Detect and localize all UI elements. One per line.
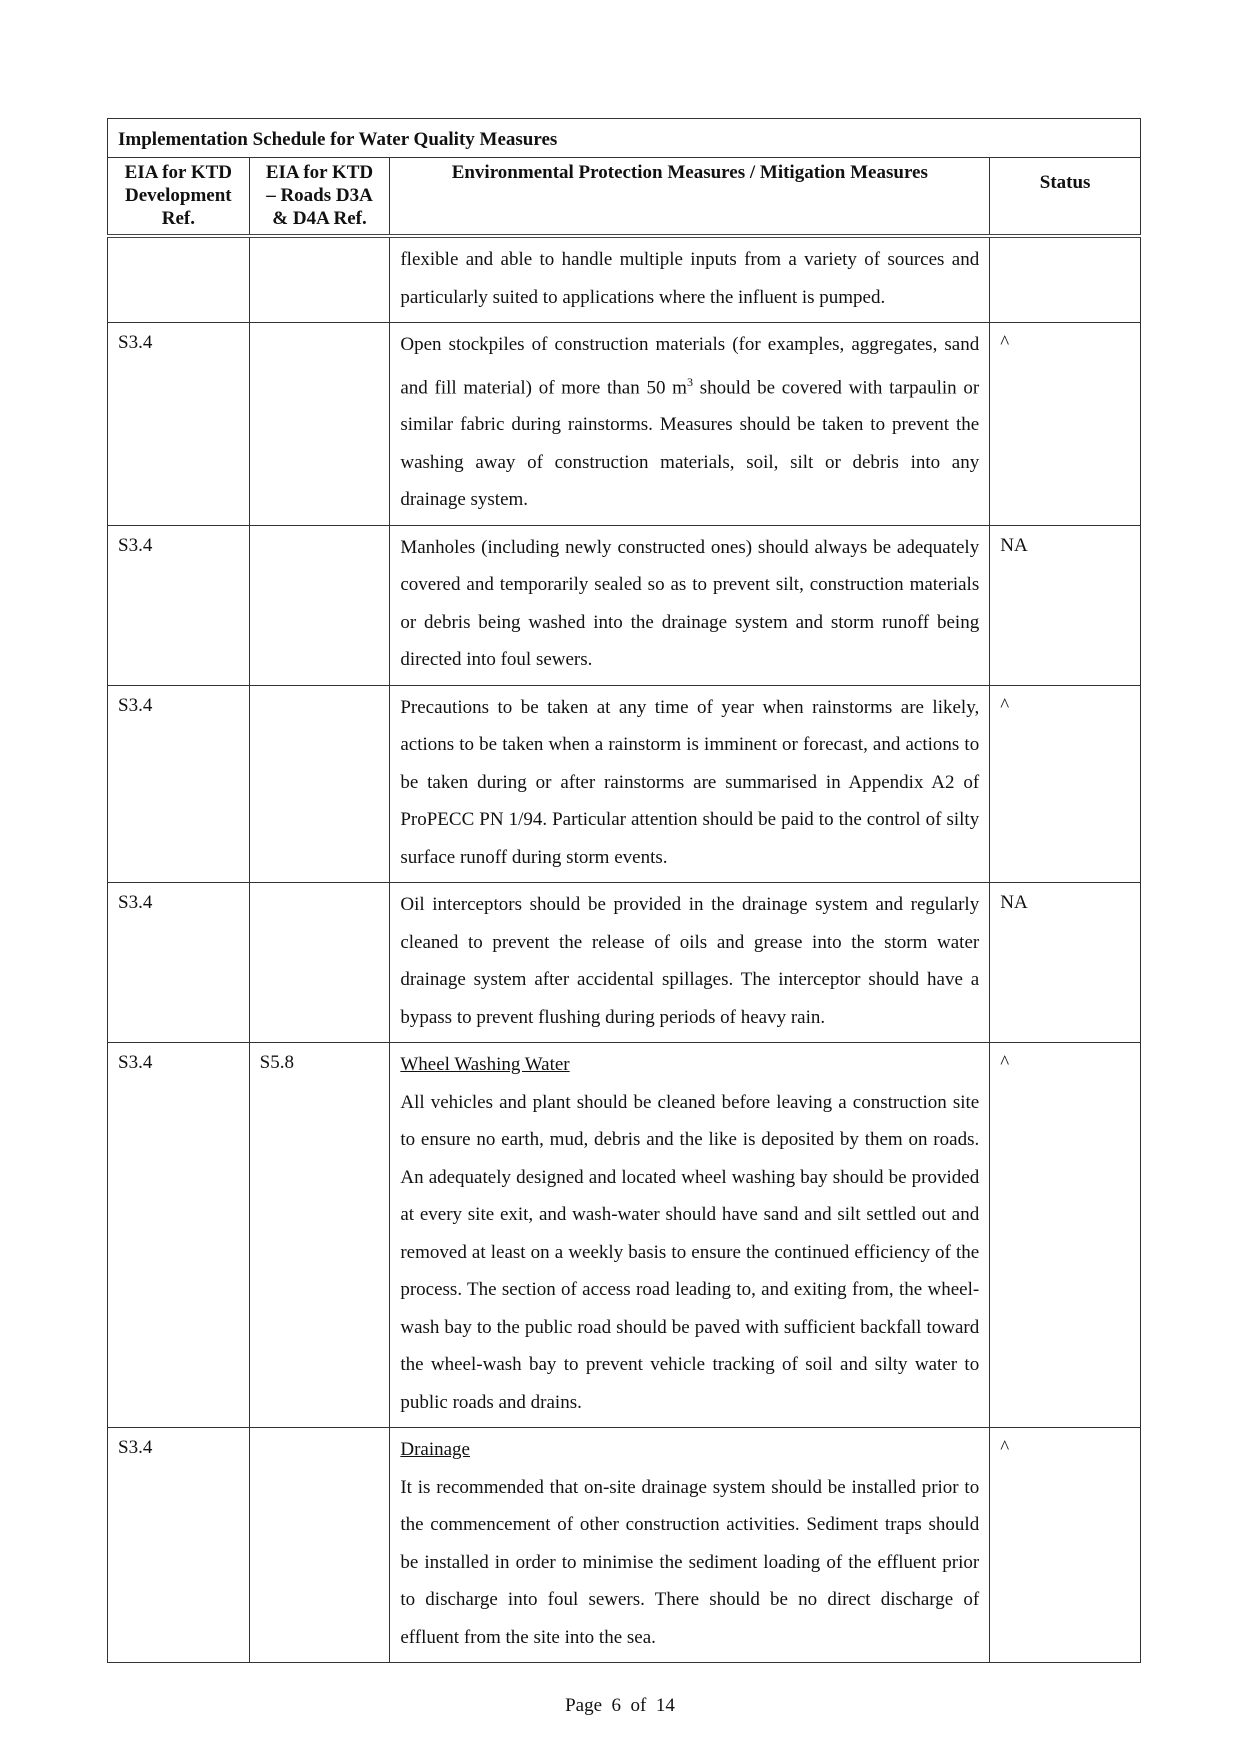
measure-heading: Wheel Washing Water xyxy=(400,1054,570,1076)
ref-ktd-development: S3.4 xyxy=(108,525,250,685)
table-row xyxy=(108,1428,1141,1663)
status-cell: ^ xyxy=(990,323,1141,526)
ref-ktd-development: S3.4 xyxy=(108,1428,250,1663)
measure-text xyxy=(390,323,990,526)
ref-ktd-roads xyxy=(249,883,390,1043)
measure-text xyxy=(390,685,990,883)
document-page xyxy=(107,118,1141,1663)
header-line: & D4A Ref. xyxy=(272,208,367,229)
table-title: Implementation Schedule for Water Quality Measures xyxy=(108,119,1141,158)
table-row xyxy=(108,685,1141,883)
status-cell: NA xyxy=(990,883,1141,1043)
measure-paragraph: All vehicles and plant should be cleaned before leaving a construction site to ensure no earth, mud, debris and the like is deposited by them on roads. An adequately designed and located wheel washing bay should be provided at every site exit, and wash-water should have sand and silt settled out and removed at least on a weekly basis to ensure the continued efficiency of the process. The section of access road leading to, and exiting from, the wheel-wash bay to the public road should be paved with sufficient backfall toward the wheel-wash bay to prevent vehicle tracking of soil and silty water to public roads and drains. xyxy=(400,1091,980,1413)
ref-ktd-roads xyxy=(249,236,390,323)
header-line: Ref. xyxy=(161,208,195,229)
measure-text xyxy=(390,883,990,1043)
header-line: – Roads D3A xyxy=(266,185,373,206)
implementation-schedule-table xyxy=(107,118,1141,1663)
superscript: 3 xyxy=(686,374,693,389)
ref-ktd-roads: S5.8 xyxy=(249,1043,390,1428)
table-row xyxy=(108,525,1141,685)
header-status: Status xyxy=(990,158,1141,237)
measure-paragraph: Manholes (including newly constructed ones) should always be adequately covered and temporarily sealed so as to prevent silt, construction materials or debris being washed into the drainage system and storm runoff being directed into foul sewers. xyxy=(400,536,980,671)
measure-paragraph: Precautions to be taken at any time of year when rainstorms are likely, actions to be taken when a rainstorm is imminent or forecast, and actions to be taken during or after rainstorms are summarised in Appendix A2 of ProPECC PN 1/94. Particular attention should be paid to the control of silty surface runoff during storm events. xyxy=(400,696,980,868)
header-eia-ktd-development-ref xyxy=(108,158,250,237)
ref-ktd-development: S3.4 xyxy=(108,685,250,883)
header-line: Development xyxy=(125,185,232,206)
table-header-row xyxy=(108,158,1141,237)
measure-paragraph: Oil interceptors should be provided in the drainage system and regularly cleaned to prevent the release of oils and grease into the storm water drainage system after accidental spillages. The interceptor should have a bypass to prevent flushing during periods of heavy rain. xyxy=(400,894,980,1028)
measure-text xyxy=(390,525,990,685)
ref-ktd-roads xyxy=(249,685,390,883)
status-cell: ^ xyxy=(990,685,1141,883)
table-row xyxy=(108,236,1141,323)
header-eia-ktd-roads-ref xyxy=(249,158,390,237)
header-line: EIA for KTD xyxy=(265,162,374,183)
ref-ktd-development xyxy=(108,236,250,323)
ref-ktd-roads xyxy=(249,525,390,685)
measure-text-part: should be covered with tarpaulin or similar fabric during rainstorms. Measures should be taken to prevent the washing away of construction materials, soil, silt or debris into any drainage system. xyxy=(400,376,980,511)
table-row xyxy=(108,323,1141,526)
ref-ktd-development: S3.4 xyxy=(108,323,250,526)
table-title-row xyxy=(108,119,1141,158)
header-line: EIA for KTD xyxy=(124,162,232,183)
page-label: Page xyxy=(565,1695,603,1716)
measure-text-part: Open stockpiles of construction materials (for examples, aggregates, sand and fill material) of more than 50 m xyxy=(400,334,980,398)
measure-text xyxy=(390,236,990,323)
ref-ktd-roads xyxy=(249,323,390,526)
page-number: 6 xyxy=(611,1695,622,1716)
table-row xyxy=(108,1043,1141,1428)
ref-ktd-development: S3.4 xyxy=(108,883,250,1043)
status-cell: ^ xyxy=(990,1043,1141,1428)
status-cell: NA xyxy=(990,525,1141,685)
total-pages: 14 xyxy=(655,1695,675,1716)
measure-paragraph: flexible and able to handle multiple inputs from a variety of sources and particularly suited to applications where the influent is pumped. xyxy=(400,249,980,308)
measure-heading: Drainage xyxy=(400,1439,470,1461)
measure-text xyxy=(390,1428,990,1663)
ref-ktd-development: S3.4 xyxy=(108,1043,250,1428)
measure-text xyxy=(390,1043,990,1428)
of-label: of xyxy=(630,1695,647,1716)
header-mitigation-measures: Environmental Protection Measures / Mitigation Measures xyxy=(390,158,990,237)
page-footer xyxy=(0,1695,1240,1717)
status-cell xyxy=(990,236,1141,323)
table-row xyxy=(108,883,1141,1043)
ref-ktd-roads xyxy=(249,1428,390,1663)
status-cell: ^ xyxy=(990,1428,1141,1663)
measure-paragraph xyxy=(400,326,979,519)
measure-paragraph: It is recommended that on-site drainage system should be installed prior to the commencement of other construction activities. Sediment traps should be installed in order to minimise the sediment loading of the effluent prior to discharge into foul sewers. There should be no direct discharge of effluent from the site into the sea. xyxy=(400,1476,980,1648)
